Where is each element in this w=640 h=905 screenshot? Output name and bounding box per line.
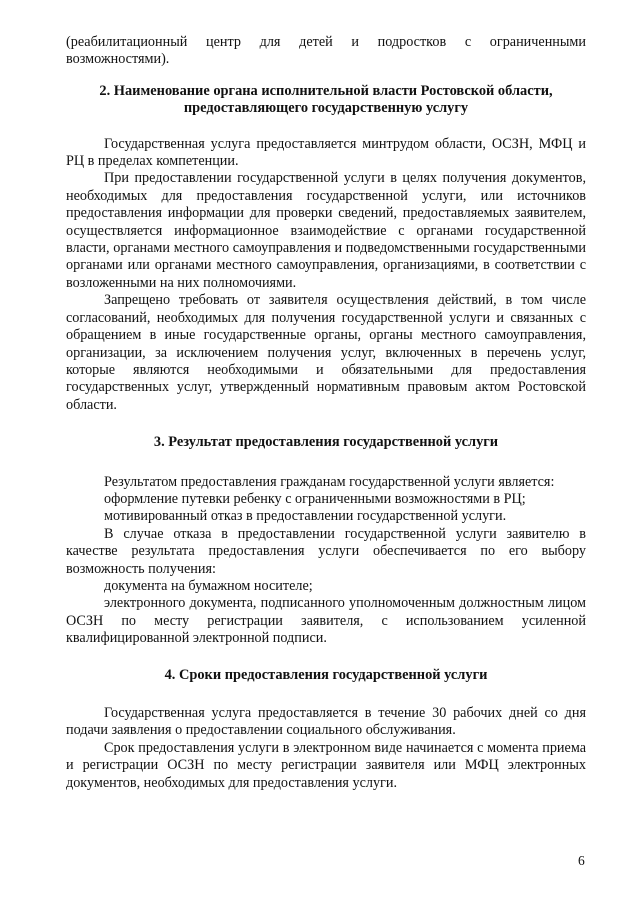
document-page	[66, 34, 586, 792]
section-2-heading-line-1: 2. Наименование органа исполнительной власти Ростовской области,	[99, 82, 553, 99]
section-4-heading: 4. Сроки предоставления государственной услуги	[164, 666, 488, 683]
section-3-paragraph-6: электронного документа, подписанного уполномоченным должностным лицом ОСЗН по месту регистрации заявителя, с использованием усиленной квалифицированной электронной подписи.	[66, 595, 586, 647]
section-2-heading	[66, 83, 586, 118]
section-2-paragraph-2: При предоставлении государственной услуги в целях получения документов, необходимых для предоставления государственной услуги, или источников предоставления информации для проверки сведений, предоставляемых заявителем, осуществляется информационное взаимодействие с органами государственной власти, органами местного самоуправления и подведомственными государственными органами или органами местного самоуправления, организациями, в соответствии с возложенными на них полномочиями.	[66, 170, 586, 291]
section-3-paragraph-3: мотивированный отказ в предоставлении государственной услуги.	[104, 508, 507, 525]
section-4-paragraph-2: Срок предоставления услуги в электронном виде начинается с момента приема и регистрации ОСЗН по месту регистрации заявителя или МФЦ электронных документов, необходимых для предоставления услуги.	[66, 739, 586, 791]
section-2-paragraph-3: Запрещено требовать от заявителя осуществления действий, в том числе согласований, необходимых для получения государственной услуги и связанных с обращением в иные государственные органы, органы местного самоуправления, организации, за исключением получения услуг, включенных в перечень услуг, которые являются необходимыми и обязательными для предоставления государственных услуг, утвержденный нормативным правовым актом Ростовской области.	[66, 292, 586, 413]
section-3-paragraph-2: оформление путевки ребенку с ограниченными возможностями в РЦ;	[104, 490, 526, 507]
section-2-heading-line-2: предоставляющего государственную услугу	[183, 100, 469, 117]
section-3-heading: 3. Результат предоставления государственной услуги	[153, 434, 499, 451]
section-3-paragraph-1: Результатом предоставления гражданам государственной услуги является:	[104, 473, 555, 490]
intro-continuation: (реабилитационный центр для детей и подростков с ограниченными возможностями).	[66, 34, 586, 68]
page-number: 6	[578, 853, 585, 868]
section-2-paragraph-1: Государственная услуга предоставляется минтрудом области, ОСЗН, МФЦ и РЦ в пределах компетенции.	[66, 135, 586, 170]
section-3-paragraph-4: В случае отказа в предоставлении государственной услуги заявителю в качестве результата предоставления услуги обеспечивается по его выбору возможность получения:	[66, 525, 586, 577]
section-4-paragraph-1: Государственная услуга предоставляется в течение 30 рабочих дней со дня подачи заявления о предоставлении социального обслуживания.	[66, 705, 586, 739]
section-3-paragraph-5: документа на бумажном носителе;	[104, 577, 313, 594]
